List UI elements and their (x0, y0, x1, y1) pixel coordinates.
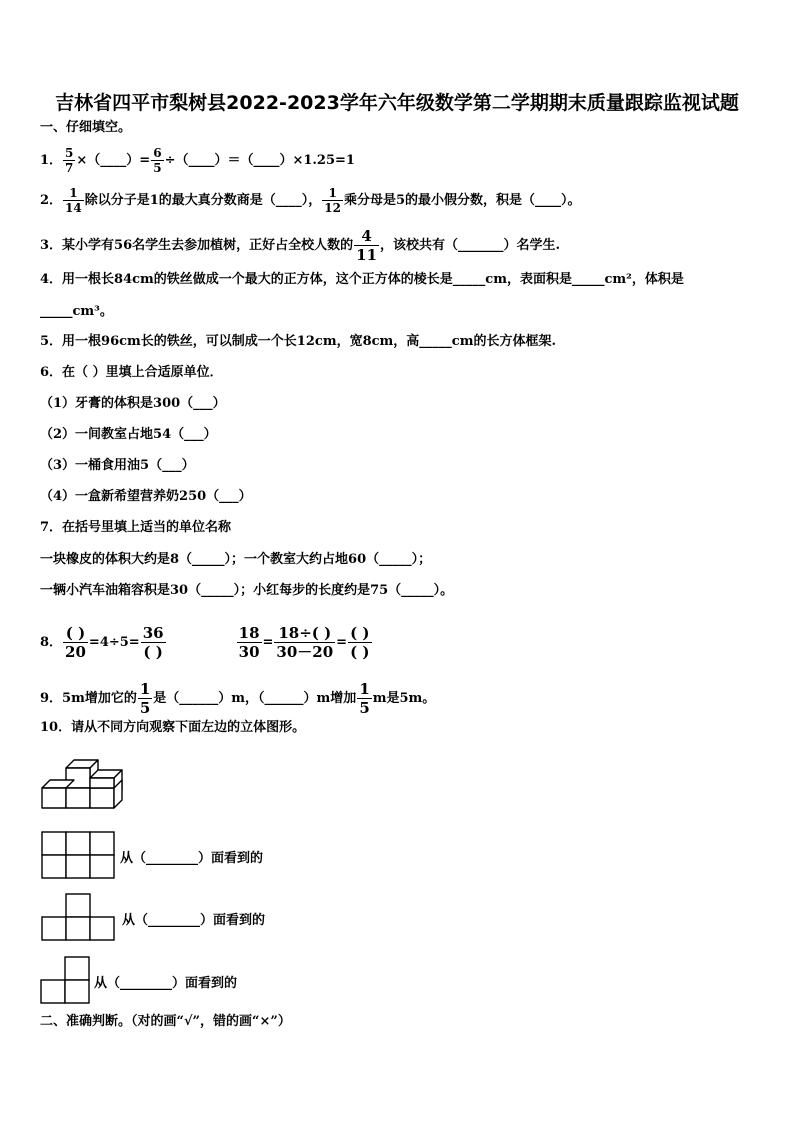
q9-fraction-2: $\frac{1}{5}$ (359, 680, 370, 717)
section-2-heading: 二、准确判断。（对的画“√”，错的画“×”） (40, 1014, 291, 1029)
q8-mid-text: =4÷5= (88, 635, 140, 650)
q1-fraction-2: $\frac{6}{5}$ (153, 146, 162, 175)
q1-text-b: ÷（____）＝（____）×1.25=1 (164, 153, 355, 168)
q8-fraction-5: $\frac{( )}{( )}$ (350, 624, 370, 661)
q9-fraction-1: $\frac{1}{5}$ (139, 680, 151, 717)
question-6-item-1: （1）牙膏的体积是300（___） (40, 396, 226, 411)
view-2-grid (41, 893, 115, 941)
question-5: 5．用一根96cm长的铁丝，可以制成一个长12cm，宽8cm，高_____cm的长方体框架. (40, 334, 556, 349)
q3-text-a: 3．某小学有56名学生去参加植树，正好占全校人数的 (40, 238, 354, 253)
view-1-grid (41, 831, 115, 879)
q2-fraction-2: $\frac{1}{12}$ (324, 186, 341, 215)
question-7-line-2: 一辆小汽车油箱容积是30（_____）；小红每步的长度约是75（_____）。 (40, 583, 454, 598)
question-10-stem: 10．请从不同方向观察下面左边的立体图形。 (40, 720, 306, 735)
question-6-item-2: （2）一间教室占地54（___） (40, 427, 217, 442)
q2-fraction-1: $\frac{1}{14}$ (65, 186, 82, 215)
question-7-line-1: 一块橡皮的体积大约是8（_____）；一个教室大约占地60（_____）； (40, 552, 432, 567)
question-9 (40, 680, 435, 717)
question-1 (40, 146, 355, 175)
q3-fraction: $\frac{4}{11}$ (356, 227, 378, 264)
view-3-grid (40, 956, 90, 1004)
q9-text-b: 是（______）m，（______）m增加 (153, 691, 357, 706)
q8-number: 8． (40, 635, 63, 650)
q1-number: 1． (40, 153, 63, 168)
question-6-stem: 6．在（ ）里填上合适原单位． (40, 365, 223, 380)
q8-fraction-2: $\frac{36}{( )}$ (142, 624, 164, 661)
question-4-line-1: 4．用一根长84cm的铁丝做成一个最大的正方体，这个正方体的棱长是_____cm，表面积是_____cm²，体积是 (40, 272, 684, 287)
q8-fraction-1: $\frac{( )}{20}$ (65, 624, 86, 661)
q1-fraction-1: $\frac{5}{7}$ (65, 146, 74, 175)
question-3 (40, 227, 560, 264)
question-8 (40, 624, 373, 661)
q9-text-a: 9．5m增加它的 (40, 691, 137, 706)
section-1-heading: 一、仔细填空。 (40, 120, 132, 135)
question-2 (40, 186, 581, 215)
question-4-line-2: _____cm³。 (40, 304, 113, 319)
page-title: 吉林省四平市梨树县2022-2023学年六年级数学第二学期期末质量跟踪监视试题 (55, 92, 739, 114)
solid-figure-drawing (40, 752, 140, 812)
q8-fraction-4: $\frac{18\div( )}{30-20}$ (276, 624, 334, 661)
question-6-item-4: （4）一盒新希望营养奶250（___） (40, 489, 252, 504)
q9-text-c: m是5m。 (372, 691, 436, 706)
view-2-label: 从（________）面看到的 (122, 913, 266, 928)
q8-equals-2: = (336, 635, 348, 650)
q2-text-a: 除以分子是1的最大真分数商是（____）， (84, 193, 322, 208)
view-3-label: 从（________）面看到的 (94, 976, 238, 991)
q8-equals-1: = (262, 635, 274, 650)
q3-text-b: ，该校共有（_______）名学生. (380, 238, 561, 253)
q8-fraction-3: $\frac{18}{30}$ (238, 624, 260, 661)
question-7-stem: 7．在括号里填上适当的单位名称 (40, 520, 232, 535)
question-6-item-3: （3）一桶食用油5（___） (40, 458, 195, 473)
view-1-label: 从（________）面看到的 (120, 851, 264, 866)
q1-text-a: ×（____）= (76, 153, 151, 168)
q2-number: 2． (40, 193, 63, 208)
q2-text-b: 乘分母是5的最小假分数，积是（____）。 (344, 193, 581, 208)
